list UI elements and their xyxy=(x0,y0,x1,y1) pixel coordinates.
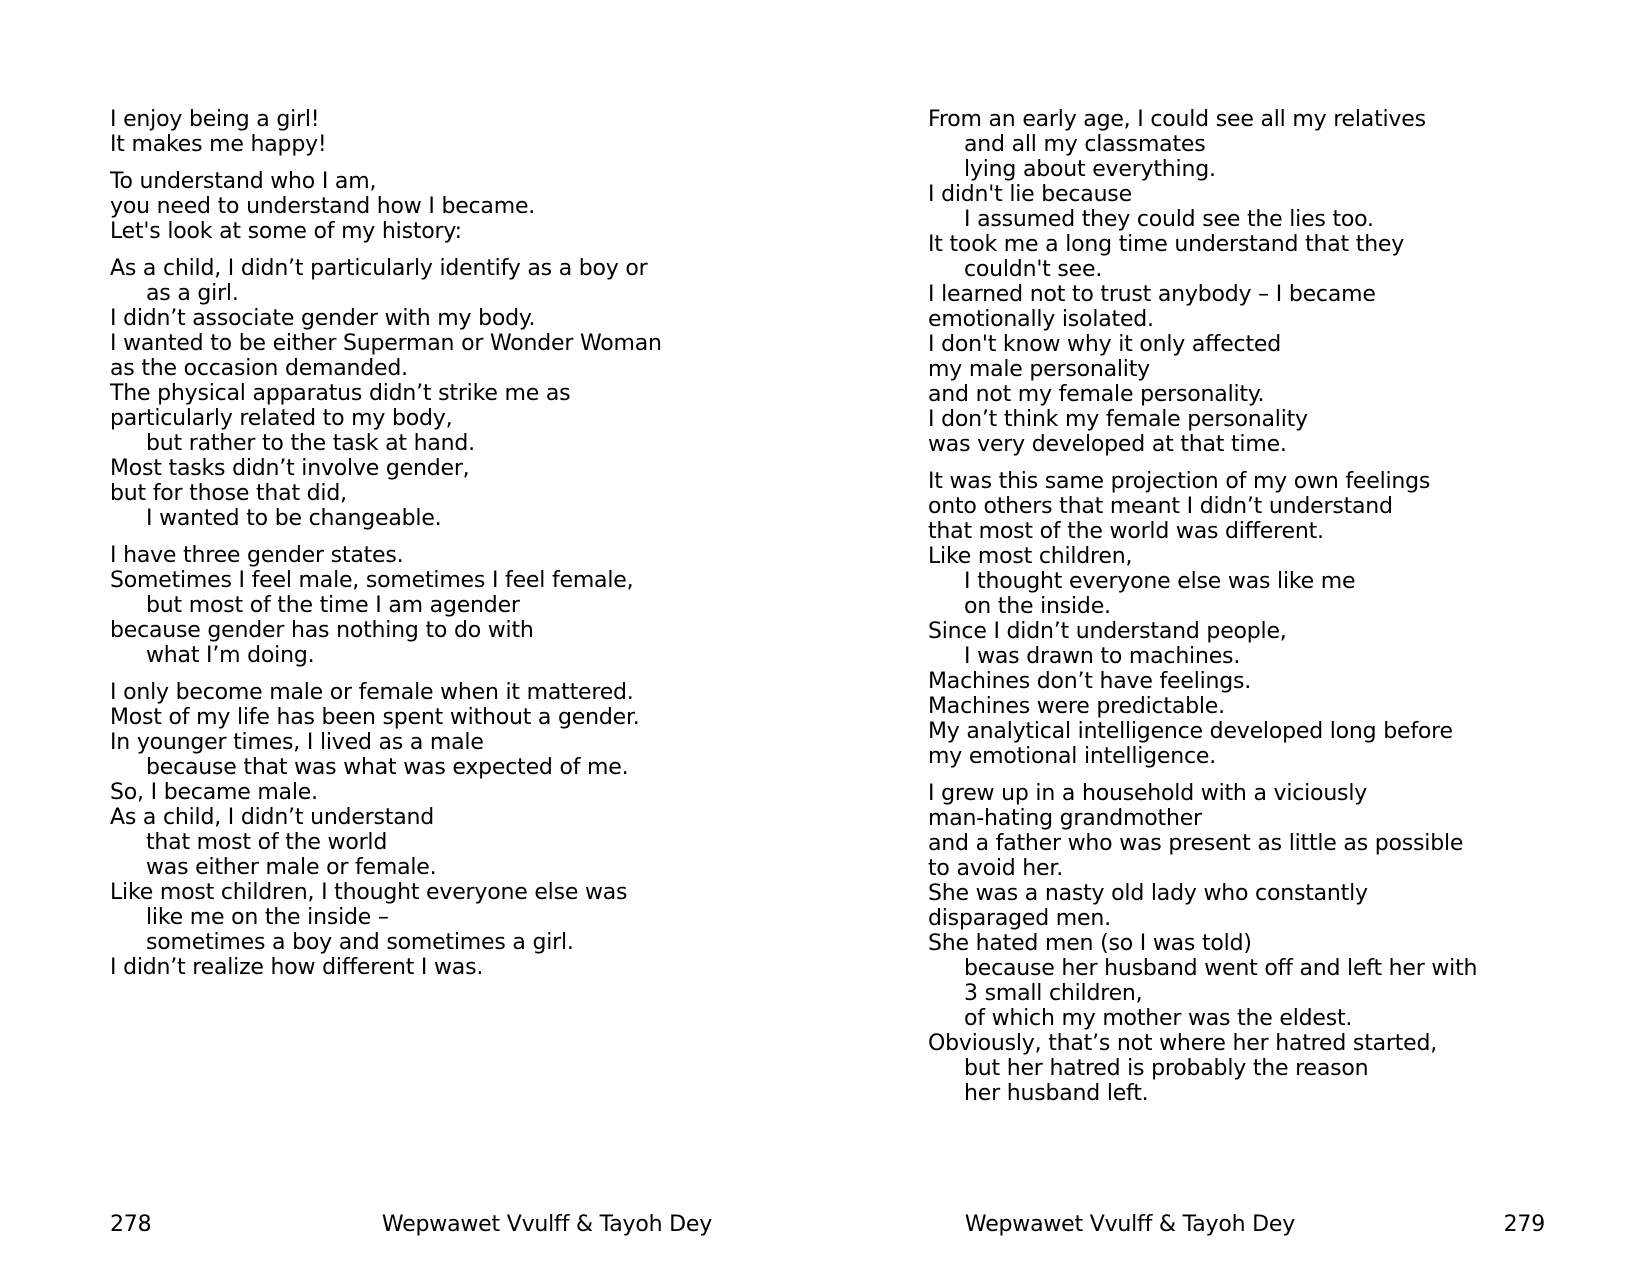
poem-line: The physical apparatus didn’t strike me as xyxy=(110,381,571,406)
poem-line: Most tasks didn’t involve gender, xyxy=(110,456,470,481)
poem-line: was very developed at that time. xyxy=(928,432,1287,457)
poem-line: I didn’t realize how different I was. xyxy=(110,955,484,980)
poem-line: She hated men (so I was told) xyxy=(928,931,1252,956)
poem-line: She was a nasty old lady who constantly xyxy=(928,881,1368,906)
poem-line: like me on the inside – xyxy=(146,905,389,930)
poem-line: particularly related to my body, xyxy=(110,406,453,431)
poem-line: my emotional intelligence. xyxy=(928,744,1217,769)
poem-line: I was drawn to machines. xyxy=(964,644,1241,669)
poem-line: what I’m doing. xyxy=(146,643,315,668)
poem-line: that most of the world xyxy=(146,830,388,855)
poem-line: her husband left. xyxy=(964,1081,1149,1106)
poem-line: I thought everyone else was like me xyxy=(964,569,1356,594)
poem-line: I enjoy being a girl! xyxy=(110,107,320,132)
poem-line: that most of the world was different. xyxy=(928,519,1324,544)
poem-line: My analytical intelligence developed long before xyxy=(928,719,1453,744)
stanza xyxy=(110,543,790,668)
poem-line: As a child, I didn’t understand xyxy=(110,805,434,830)
poem-line: I learned not to trust anybody – I became xyxy=(928,282,1376,307)
poem-line: As a child, I didn’t particularly identify as a boy or xyxy=(110,256,648,281)
poem-line: emotionally isolated. xyxy=(928,307,1154,332)
poem-line: I didn't lie because xyxy=(928,182,1132,207)
poem-line: To understand who I am, xyxy=(110,169,377,194)
poem-line: and a father who was present as little as possible xyxy=(928,831,1464,856)
poem-line: I didn’t associate gender with my body. xyxy=(110,306,536,331)
stanza xyxy=(110,256,790,531)
poem-line: I don't know why it only affected xyxy=(928,332,1281,357)
poem-line: I only become male or female when it mattered. xyxy=(110,680,634,705)
poem-line: Sometimes I feel male, sometimes I feel female, xyxy=(110,568,634,593)
poem-line: of which my mother was the eldest. xyxy=(964,1006,1353,1031)
poem-line: but most of the time I am agender xyxy=(146,593,520,618)
left-page-text xyxy=(110,107,790,992)
poem-line: It was this same projection of my own feelings xyxy=(928,469,1431,494)
poem-line: and all my classmates xyxy=(964,132,1206,157)
right-page-text xyxy=(928,107,1568,1118)
stanza xyxy=(928,107,1568,457)
stanza xyxy=(928,469,1568,769)
poem-line: So, I became male. xyxy=(110,780,318,805)
poem-line: Obviously, that’s not where her hatred started, xyxy=(928,1031,1438,1056)
poem-line: lying about everything. xyxy=(964,157,1216,182)
poem-line: Most of my life has been spent without a gender. xyxy=(110,705,640,730)
poem-line: and not my female personality. xyxy=(928,382,1265,407)
poem-line: disparaged men. xyxy=(928,906,1111,931)
poem-line: I assumed they could see the lies too. xyxy=(964,207,1374,232)
poem-line: on the inside. xyxy=(964,594,1111,619)
poem-line: as a girl. xyxy=(146,281,239,306)
poem-line: but for those that did, xyxy=(110,481,347,506)
page-number-right: 279 xyxy=(1503,1212,1545,1237)
poem-line: couldn't see. xyxy=(964,257,1103,282)
poem-line: because her husband went off and left her with xyxy=(964,956,1478,981)
poem-line: my male personality xyxy=(928,357,1150,382)
poem-line: because that was what was expected of me. xyxy=(146,755,629,780)
poem-line: you need to understand how I became. xyxy=(110,194,536,219)
stanza xyxy=(110,169,790,244)
poem-line: Like most children, I thought everyone else was xyxy=(110,880,628,905)
poem-line: was either male or female. xyxy=(146,855,437,880)
poem-line: but her hatred is probably the reason xyxy=(964,1056,1369,1081)
poem-line: Since I didn’t understand people, xyxy=(928,619,1287,644)
poem-line: because gender has nothing to do with xyxy=(110,618,534,643)
poem-line: as the occasion demanded. xyxy=(110,356,408,381)
stanza xyxy=(110,107,790,157)
stanza xyxy=(110,680,790,980)
poem-line: In younger times, I lived as a male xyxy=(110,730,484,755)
poem-line: Like most children, xyxy=(928,544,1133,569)
poem-line: I wanted to be either Superman or Wonder Woman xyxy=(110,331,662,356)
poem-line: I have three gender states. xyxy=(110,543,404,568)
running-title-right: Wepwawet Vvulff & Tayoh Dey xyxy=(964,1212,1296,1237)
poem-line: From an early age, I could see all my relatives xyxy=(928,107,1426,132)
page-number-left: 278 xyxy=(110,1212,152,1237)
poem-line: It took me a long time understand that they xyxy=(928,232,1405,257)
poem-line: but rather to the task at hand. xyxy=(146,431,475,456)
poem-line: It makes me happy! xyxy=(110,132,327,157)
poem-line: I wanted to be changeable. xyxy=(146,506,442,531)
running-title-left: Wepwawet Vvulff & Tayoh Dey xyxy=(381,1212,713,1237)
poem-line: I don’t think my female personality xyxy=(928,407,1308,432)
poem-line: to avoid her. xyxy=(928,856,1064,881)
poem-line: 3 small children, xyxy=(964,981,1143,1006)
stanza xyxy=(928,781,1568,1106)
poem-line: onto others that meant I didn’t understand xyxy=(928,494,1393,519)
poem-line: sometimes a boy and sometimes a girl. xyxy=(146,930,574,955)
poem-line: I grew up in a household with a viciously xyxy=(928,781,1368,806)
poem-line: Machines were predictable. xyxy=(928,694,1225,719)
poem-line: Machines don’t have feelings. xyxy=(928,669,1252,694)
poem-line: Let's look at some of my history: xyxy=(110,219,462,244)
poem-line: man-hating grandmother xyxy=(928,806,1202,831)
